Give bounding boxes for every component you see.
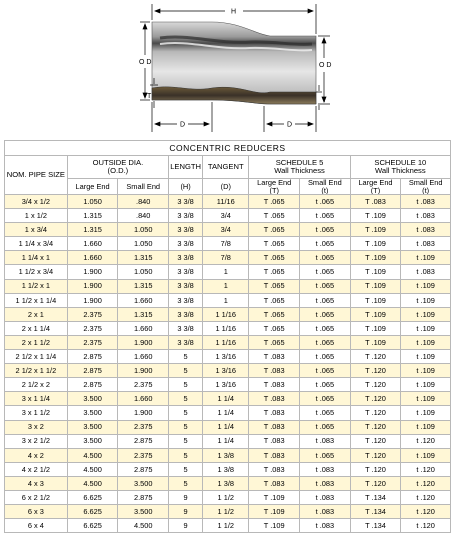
dim-label-h: H (231, 8, 237, 16)
cell-s10-small: t .109 (401, 392, 451, 406)
cell-s5-small: t .065 (300, 378, 351, 392)
table-row (5, 209, 451, 223)
cell-od-small: .840 (118, 195, 169, 209)
cell-od-small: 2.875 (118, 434, 169, 448)
header-schedule-5: SCHEDULE 5 Wall Thickness (249, 156, 350, 179)
cell-od-large: 2.875 (67, 350, 118, 364)
cell-s5-small: t .083 (300, 505, 351, 519)
cell-length: 5 (169, 448, 203, 462)
cell-od-small: 4.500 (118, 519, 169, 533)
table-row (5, 265, 451, 279)
header-s5-small-end: Small End (t) (300, 179, 351, 195)
cell-od-small: 1.660 (118, 350, 169, 364)
cell-s5-small: t .065 (300, 420, 351, 434)
cell-tangent: 1 3/8 (203, 476, 249, 490)
cell-od-large: 3.500 (67, 392, 118, 406)
cell-tangent: 3/4 (203, 209, 249, 223)
table-row (5, 490, 451, 504)
cell-s10-small: t .109 (401, 279, 451, 293)
cell-s10-large: T .109 (350, 223, 401, 237)
cell-od-small: 2.875 (118, 462, 169, 476)
cell-s5-small: t .065 (300, 223, 351, 237)
cell-tangent: 1 3/8 (203, 448, 249, 462)
cell-tangent: 1 (203, 279, 249, 293)
table-row (5, 434, 451, 448)
cell-od-small: 1.900 (118, 406, 169, 420)
cell-s10-small: t .120 (401, 434, 451, 448)
cell-nom-size: 1 x 1/2 (5, 209, 68, 223)
cell-s10-small: t .083 (401, 223, 451, 237)
cell-od-small: 2.875 (118, 490, 169, 504)
cell-od-large: 2.375 (67, 321, 118, 335)
cell-s5-small: t .065 (300, 448, 351, 462)
cell-od-small: 1.315 (118, 251, 169, 265)
cell-s10-large: T .120 (350, 420, 401, 434)
cell-od-large: 6.625 (67, 519, 118, 533)
cell-s5-small: t .065 (300, 237, 351, 251)
cell-nom-size: 1 1/2 x 1 (5, 279, 68, 293)
cell-length: 3 3/8 (169, 293, 203, 307)
header-tangent-symbol: (D) (203, 179, 249, 195)
cell-od-large: 2.375 (67, 335, 118, 349)
cell-length: 9 (169, 519, 203, 533)
table-row (5, 237, 451, 251)
cell-od-large: 3.500 (67, 434, 118, 448)
cell-od-large: 2.875 (67, 378, 118, 392)
cell-s5-large: T .065 (249, 279, 300, 293)
table-row (5, 476, 451, 490)
cell-s5-small: t .083 (300, 490, 351, 504)
cell-nom-size: 3 x 1 1/4 (5, 392, 68, 406)
dim-label-d-right: D (287, 121, 293, 129)
cell-s5-small: t .065 (300, 279, 351, 293)
cell-s10-small: t .109 (401, 378, 451, 392)
header-od-large-end: Large End (67, 179, 118, 195)
header-od-small-end: Small End (118, 179, 169, 195)
cell-tangent: 1 1/2 (203, 519, 249, 533)
table-row (5, 223, 451, 237)
table-row (5, 293, 451, 307)
cell-s5-small: t .065 (300, 293, 351, 307)
cell-od-large: 1.900 (67, 279, 118, 293)
cell-nom-size: 6 x 2 1/2 (5, 490, 68, 504)
cell-s10-large: T .134 (350, 490, 401, 504)
cell-od-small: 1.660 (118, 293, 169, 307)
dim-label-d-left: D (180, 121, 186, 129)
table-row (5, 392, 451, 406)
cell-s5-small: t .083 (300, 476, 351, 490)
cell-s10-large: T .120 (350, 476, 401, 490)
table-row (5, 420, 451, 434)
cell-s5-small: t .065 (300, 335, 351, 349)
cell-s5-small: t .065 (300, 406, 351, 420)
cell-s10-small: t .109 (401, 364, 451, 378)
cell-tangent: 1 (203, 265, 249, 279)
cell-s5-small: t .065 (300, 392, 351, 406)
cell-od-large: 1.660 (67, 251, 118, 265)
cell-od-large: 1.050 (67, 195, 118, 209)
cell-s5-large: T .065 (249, 321, 300, 335)
cell-nom-size: 6 x 4 (5, 519, 68, 533)
cell-od-large: 2.875 (67, 364, 118, 378)
header-tangent: TANGENT (203, 156, 249, 179)
dim-label-od-right: O D (319, 62, 332, 69)
cell-s5-large: T .065 (249, 335, 300, 349)
cell-length: 5 (169, 392, 203, 406)
cell-od-small: 3.500 (118, 476, 169, 490)
table-row (5, 519, 451, 533)
cell-s10-large: T .083 (350, 195, 401, 209)
cell-tangent: 3/4 (203, 223, 249, 237)
cell-nom-size: 2 1/2 x 2 (5, 378, 68, 392)
concentric-reducers-table (4, 140, 451, 533)
table-row (5, 335, 451, 349)
cell-length: 3 3/8 (169, 279, 203, 293)
cell-s10-small: t .120 (401, 462, 451, 476)
cell-length: 5 (169, 350, 203, 364)
cell-s5-large: T .083 (249, 350, 300, 364)
cell-s5-small: t .065 (300, 364, 351, 378)
cell-s10-small: t .109 (401, 293, 451, 307)
cell-s10-small: t .109 (401, 350, 451, 364)
cell-s10-small: t .120 (401, 519, 451, 533)
cell-tangent: 1 1/2 (203, 490, 249, 504)
cell-od-small: 1.315 (118, 307, 169, 321)
cell-nom-size: 2 1/2 x 1 1/4 (5, 350, 68, 364)
cell-nom-size: 4 x 2 1/2 (5, 462, 68, 476)
cell-s10-small: t .083 (401, 265, 451, 279)
cell-od-large: 4.500 (67, 448, 118, 462)
cell-nom-size: 1 1/2 x 3/4 (5, 265, 68, 279)
cell-s10-small: t .083 (401, 195, 451, 209)
dim-label-t-small: t (323, 97, 325, 104)
cell-od-small: 2.375 (118, 448, 169, 462)
cell-s5-small: t .083 (300, 434, 351, 448)
table-row (5, 448, 451, 462)
cell-s10-large: T .109 (350, 279, 401, 293)
reducer-drawing (0, 0, 454, 140)
cell-s5-large: T .065 (249, 251, 300, 265)
cell-s5-large: T .065 (249, 265, 300, 279)
header-nom-pipe-size: NOM. PIPE SIZE (5, 156, 68, 195)
cell-od-large: 6.625 (67, 505, 118, 519)
cell-s10-small: t .083 (401, 209, 451, 223)
cell-od-large: 6.625 (67, 490, 118, 504)
cell-s5-large: T .065 (249, 237, 300, 251)
cell-length: 9 (169, 490, 203, 504)
cell-tangent: 1 3/16 (203, 364, 249, 378)
cell-length: 5 (169, 434, 203, 448)
cell-s5-large: T .109 (249, 519, 300, 533)
cell-s5-small: t .065 (300, 350, 351, 364)
cell-length: 3 3/8 (169, 307, 203, 321)
cell-nom-size: 1 1/2 x 1 1/4 (5, 293, 68, 307)
cell-s5-large: T .083 (249, 462, 300, 476)
cell-od-large: 3.500 (67, 420, 118, 434)
cell-s10-large: T .134 (350, 519, 401, 533)
cell-s10-large: T .134 (350, 505, 401, 519)
cell-od-large: 4.500 (67, 476, 118, 490)
cell-nom-size: 4 x 2 (5, 448, 68, 462)
cell-od-small: 1.900 (118, 364, 169, 378)
cell-s10-large: T .120 (350, 350, 401, 364)
cell-s5-large: T .083 (249, 448, 300, 462)
cell-nom-size: 1 1/4 x 3/4 (5, 237, 68, 251)
cell-od-large: 3.500 (67, 406, 118, 420)
cell-s10-small: t .109 (401, 307, 451, 321)
cell-s10-small: t .109 (401, 406, 451, 420)
cell-length: 5 (169, 406, 203, 420)
cell-s5-large: T .065 (249, 307, 300, 321)
table-row (5, 364, 451, 378)
cell-s10-small: t .109 (401, 420, 451, 434)
cell-tangent: 1 1/4 (203, 392, 249, 406)
cell-od-large: 2.375 (67, 307, 118, 321)
cell-s10-large: T .120 (350, 392, 401, 406)
cell-s5-large: T .065 (249, 223, 300, 237)
header-s5-large-end: Large End (T) (249, 179, 300, 195)
cell-s5-small: t .083 (300, 462, 351, 476)
table-row (5, 279, 451, 293)
cell-s10-small: t .109 (401, 448, 451, 462)
header-length: LENGTH (169, 156, 203, 179)
cell-length: 5 (169, 420, 203, 434)
cell-s10-large: T .120 (350, 406, 401, 420)
cell-s10-large: T .109 (350, 321, 401, 335)
cell-od-small: 1.315 (118, 279, 169, 293)
cell-nom-size: 3 x 1 1/2 (5, 406, 68, 420)
cell-s5-large: T .083 (249, 420, 300, 434)
cell-s5-small: t .065 (300, 251, 351, 265)
cell-length: 3 3/8 (169, 237, 203, 251)
cell-tangent: 1 1/4 (203, 434, 249, 448)
cell-s10-large: T .109 (350, 209, 401, 223)
cell-nom-size: 3 x 2 (5, 420, 68, 434)
cell-od-small: 1.050 (118, 237, 169, 251)
cell-od-small: 2.375 (118, 378, 169, 392)
cell-s10-small: t .120 (401, 476, 451, 490)
cell-length: 3 3/8 (169, 223, 203, 237)
cell-nom-size: 2 x 1 (5, 307, 68, 321)
cell-length: 5 (169, 476, 203, 490)
cell-tangent: 1 1/2 (203, 505, 249, 519)
cell-s5-large: T .083 (249, 406, 300, 420)
table-title: CONCENTRIC REDUCERS (5, 141, 451, 156)
cell-tangent: 7/8 (203, 237, 249, 251)
cell-tangent: 7/8 (203, 251, 249, 265)
cell-od-large: 1.900 (67, 293, 118, 307)
cell-s5-large: T .083 (249, 434, 300, 448)
cell-s10-small: t .109 (401, 251, 451, 265)
cell-s5-large: T .083 (249, 378, 300, 392)
table-row (5, 406, 451, 420)
cell-s10-large: T .120 (350, 434, 401, 448)
header-schedule-10: SCHEDULE 10 Wall Thickness (350, 156, 450, 179)
cell-s10-small: t .109 (401, 335, 451, 349)
cell-nom-size: 2 1/2 x 1 1/2 (5, 364, 68, 378)
cell-od-large: 4.500 (67, 462, 118, 476)
cell-length: 5 (169, 462, 203, 476)
table-row (5, 251, 451, 265)
cell-s10-large: T .120 (350, 448, 401, 462)
table-row (5, 321, 451, 335)
dimension-t-small (316, 85, 322, 110)
cell-od-large: 1.900 (67, 265, 118, 279)
cell-tangent: 1 1/4 (203, 406, 249, 420)
cell-s5-large: T .109 (249, 505, 300, 519)
cell-nom-size: 3 x 2 1/2 (5, 434, 68, 448)
cell-s5-large: T .065 (249, 209, 300, 223)
cell-s10-small: t .120 (401, 505, 451, 519)
table-row (5, 505, 451, 519)
cell-s5-large: T .065 (249, 195, 300, 209)
cell-s10-large: T .109 (350, 237, 401, 251)
cell-od-small: .840 (118, 209, 169, 223)
cell-s10-large: T .109 (350, 307, 401, 321)
cell-od-small: 1.900 (118, 335, 169, 349)
cell-s5-small: t .065 (300, 209, 351, 223)
cell-s5-large: T .083 (249, 392, 300, 406)
cell-s10-large: T .109 (350, 251, 401, 265)
dim-label-od-left: O D (139, 59, 152, 66)
cell-tangent: 1 3/16 (203, 378, 249, 392)
cell-tangent: 1 (203, 293, 249, 307)
cell-tangent: 11/16 (203, 195, 249, 209)
table-row (5, 462, 451, 476)
cell-s10-small: t .120 (401, 490, 451, 504)
table-row (5, 195, 451, 209)
header-s10-small-end: Small End (t) (401, 179, 451, 195)
cell-s5-large: T .083 (249, 364, 300, 378)
cell-nom-size: 2 x 1 1/4 (5, 321, 68, 335)
cell-s5-large: T .083 (249, 476, 300, 490)
cell-length: 3 3/8 (169, 195, 203, 209)
cell-length: 3 3/8 (169, 251, 203, 265)
cell-s10-large: T .120 (350, 462, 401, 476)
cell-od-small: 1.050 (118, 223, 169, 237)
cell-s10-large: T .109 (350, 335, 401, 349)
cell-s5-small: t .065 (300, 265, 351, 279)
table-row (5, 350, 451, 364)
header-outside-dia: OUTSIDE DIA. (O.D.) (67, 156, 168, 179)
cell-s5-small: t .065 (300, 307, 351, 321)
cell-s5-small: t .065 (300, 321, 351, 335)
cell-nom-size: 3/4 x 1/2 (5, 195, 68, 209)
cell-nom-size: 6 x 3 (5, 505, 68, 519)
header-s10-large-end: Large End (T) (350, 179, 401, 195)
cell-s10-small: t .083 (401, 237, 451, 251)
cell-od-small: 1.050 (118, 265, 169, 279)
dim-label-t-large: T (147, 93, 152, 100)
header-length-symbol: (H) (169, 179, 203, 195)
cell-nom-size: 2 x 1 1/2 (5, 335, 68, 349)
cell-nom-size: 4 x 3 (5, 476, 68, 490)
cell-length: 3 3/8 (169, 321, 203, 335)
cell-tangent: 1 1/4 (203, 420, 249, 434)
cell-od-small: 2.375 (118, 420, 169, 434)
cell-s10-large: T .120 (350, 378, 401, 392)
cell-s5-small: t .083 (300, 519, 351, 533)
cell-od-small: 1.660 (118, 321, 169, 335)
cell-s5-small: t .065 (300, 195, 351, 209)
cell-length: 3 3/8 (169, 265, 203, 279)
cell-s10-large: T .109 (350, 293, 401, 307)
cell-length: 9 (169, 505, 203, 519)
cell-nom-size: 1 x 3/4 (5, 223, 68, 237)
cell-od-small: 3.500 (118, 505, 169, 519)
cell-length: 3 3/8 (169, 335, 203, 349)
table-row (5, 378, 451, 392)
cell-s10-large: T .120 (350, 364, 401, 378)
cell-od-large: 1.660 (67, 237, 118, 251)
cell-od-small: 1.660 (118, 392, 169, 406)
cell-s10-small: t .109 (401, 321, 451, 335)
cell-s5-large: T .065 (249, 293, 300, 307)
cell-tangent: 1 1/16 (203, 321, 249, 335)
cell-nom-size: 1 1/4 x 1 (5, 251, 68, 265)
cell-tangent: 1 3/16 (203, 350, 249, 364)
cell-od-large: 1.315 (67, 223, 118, 237)
cell-tangent: 1 1/16 (203, 335, 249, 349)
cell-s5-large: T .109 (249, 490, 300, 504)
dimension-od-right (318, 36, 330, 104)
cell-length: 5 (169, 364, 203, 378)
cell-od-large: 1.315 (67, 209, 118, 223)
cell-s10-large: T .109 (350, 265, 401, 279)
table-row (5, 307, 451, 321)
cell-length: 3 3/8 (169, 209, 203, 223)
cell-length: 5 (169, 378, 203, 392)
cell-tangent: 1 3/8 (203, 462, 249, 476)
cell-tangent: 1 1/16 (203, 307, 249, 321)
